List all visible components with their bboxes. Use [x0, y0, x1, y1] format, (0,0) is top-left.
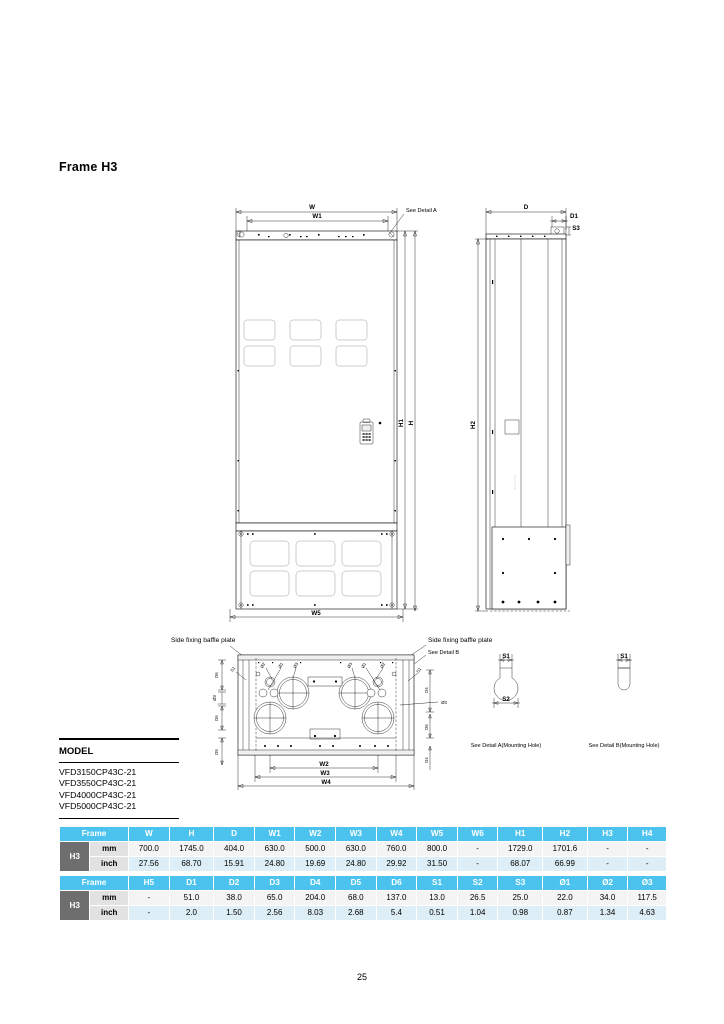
dim-label-d3-right: Ø3	[346, 661, 354, 669]
cell-d6-mm: 137.0	[376, 891, 417, 906]
dim-label-S3-side: S3	[572, 225, 580, 232]
dim-label-d1-top: Ø1	[277, 661, 285, 669]
model-item-2: VFD4000CP43C-21	[59, 789, 137, 800]
detail-a-mounting-hole	[471, 653, 542, 749]
detail-b-mounting-hole	[589, 653, 660, 749]
page-title: Frame H3	[59, 160, 118, 174]
cell-d3-inch: 2.56	[254, 906, 295, 921]
cell-w2-mm: 500.0	[295, 842, 336, 857]
col-header-h2: H2	[543, 827, 588, 842]
cell-dia3-inch: 4.63	[628, 906, 667, 921]
cell-s2-mm: 26.5	[457, 891, 498, 906]
cell-h4-inch: -	[628, 857, 667, 872]
table-row	[60, 857, 667, 872]
spec-tables	[59, 826, 667, 921]
col-header-h4: H4	[628, 827, 667, 842]
note-see-detail-a: See Detail A	[406, 208, 437, 214]
cell-h5-mm: -	[129, 891, 170, 906]
col-header-d5: D5	[336, 876, 377, 891]
col-header-s3: S3	[498, 876, 543, 891]
dim-label-D: D	[523, 204, 529, 211]
col-header-h5: H5	[129, 876, 170, 891]
unit-label-inch-2: inch	[90, 906, 129, 921]
dim-label-S1-detail-a: S1	[502, 653, 510, 660]
cell-s1-inch: 0.51	[417, 906, 458, 921]
model-heading: MODEL	[59, 746, 94, 757]
dim-label-H2: H2	[470, 421, 477, 429]
model-rule-bot	[59, 818, 179, 819]
cell-w5-inch: 31.50	[417, 857, 458, 872]
cell-dia1-mm: 22.0	[543, 891, 588, 906]
note-side-fixing-baffle-plate-right: Side fixing baffle plate	[428, 637, 493, 644]
cell-s3-inch: 0.98	[498, 906, 543, 921]
unit-label-inch: inch	[90, 857, 129, 872]
bottom-view	[171, 637, 493, 790]
cell-h5-inch: -	[129, 906, 170, 921]
dim-label-W5: W5	[311, 610, 321, 617]
cell-d4-inch: 8.03	[295, 906, 336, 921]
unit-label-mm: mm	[90, 842, 129, 857]
cell-w2-inch: 19.69	[295, 857, 336, 872]
cell-d-mm: 404.0	[214, 842, 255, 857]
model-block	[59, 738, 179, 819]
col-header-d: D	[214, 827, 255, 842]
table-row	[60, 906, 667, 921]
dim-label-d3-left-dim: Ø3	[212, 695, 217, 701]
cell-h-inch: 68.70	[169, 857, 214, 872]
front-view	[230, 204, 437, 622]
col-header-w4: W4	[376, 827, 417, 842]
col-header-frame-2: Frame	[60, 876, 129, 891]
col-header-dia2: Ø2	[587, 876, 628, 891]
cell-h3-mm: -	[587, 842, 628, 857]
dim-label-d3-left: Ø3	[292, 661, 300, 669]
dim-label-W2: W2	[319, 761, 329, 768]
dim-label-S1-detail-b: S1	[620, 653, 628, 660]
dim-label-H1: H1	[398, 419, 405, 427]
dim-label-d3-right-dim: Ø3	[441, 700, 447, 705]
cell-w4-mm: 760.0	[376, 842, 417, 857]
dim-label-d1-right: Ø1	[360, 661, 368, 669]
cell-w-inch: 27.56	[129, 857, 170, 872]
table-header-row	[60, 827, 667, 842]
cell-dia3-mm: 117.5	[628, 891, 667, 906]
dim-label-D6-c: D6	[424, 724, 429, 730]
model-item-3: VFD5000CP43C-21	[59, 801, 137, 812]
dim-label-D4-a: D4	[424, 687, 429, 693]
cell-d2-mm: 38.0	[214, 891, 255, 906]
note-see-detail-b: See Detail B	[428, 650, 460, 656]
left-vertical-dims	[212, 660, 226, 765]
page-number: 25	[356, 972, 367, 982]
caption-detail-a: See Detail A(Mounting Hole)	[470, 743, 542, 749]
cell-h2-inch: 66.99	[543, 857, 588, 872]
col-header-w: W	[129, 827, 170, 842]
cell-h3-inch: -	[587, 857, 628, 872]
col-header-d4: D4	[295, 876, 336, 891]
table-row	[60, 891, 667, 906]
bottom-horizontal-dims	[238, 755, 414, 790]
cell-d2-inch: 1.50	[214, 906, 255, 921]
cell-h1-inch: 68.07	[498, 857, 543, 872]
model-rule-top	[59, 738, 179, 740]
cell-dia2-inch: 1.34	[587, 906, 628, 921]
dim-label-S1-right: S1	[415, 666, 423, 674]
cell-s3-mm: 25.0	[498, 891, 543, 906]
cell-w1-mm: 630.0	[254, 842, 295, 857]
cell-d5-inch: 2.68	[336, 906, 377, 921]
cell-dia1-inch: 0.87	[543, 906, 588, 921]
col-header-h3: H3	[587, 827, 628, 842]
cell-d3-mm: 65.0	[254, 891, 295, 906]
table-header-row	[60, 876, 667, 891]
dim-label-D4-b: D4	[424, 757, 429, 763]
model-item-1: VFD3550CP43C-21	[59, 778, 137, 789]
col-header-w5: W5	[417, 827, 458, 842]
col-header-dia3: Ø3	[628, 876, 667, 891]
col-header-w6: W6	[457, 827, 498, 842]
col-header-w3: W3	[336, 827, 377, 842]
cell-w-mm: 700.0	[129, 842, 170, 857]
cell-s1-mm: 13.0	[417, 891, 458, 906]
cell-w6-inch: -	[457, 857, 498, 872]
dim-label-S2-detail-a: S2	[502, 696, 510, 703]
cell-h2-mm: 1701.6	[543, 842, 588, 857]
note-side-fixing-baffle-plate-left: Side fixing baffle plate	[171, 637, 236, 644]
cell-w5-mm: 800.0	[417, 842, 458, 857]
dim-label-d2-top: Ø2	[259, 661, 267, 669]
technical-drawing-area	[0, 190, 724, 790]
unit-label-mm-2: mm	[90, 891, 129, 906]
cell-w3-mm: 630.0	[336, 842, 377, 857]
cell-d1-mm: 51.0	[169, 891, 214, 906]
dim-label-d2-right: Ø2	[379, 661, 387, 669]
col-header-w1: W1	[254, 827, 295, 842]
cell-d4-mm: 204.0	[295, 891, 336, 906]
cell-d-inch: 15.91	[214, 857, 255, 872]
dim-label-D6-a: D6	[214, 672, 219, 678]
dim-label-H: H	[408, 420, 415, 426]
dim-label-S1-left: S1	[229, 665, 237, 673]
dim-label-W1: W1	[312, 213, 322, 220]
cell-h-mm: 1745.0	[169, 842, 214, 857]
col-header-s2: S2	[457, 876, 498, 891]
dim-label-W: W	[309, 204, 315, 211]
frame-label-2: H3	[60, 891, 90, 921]
cell-w4-inch: 29.92	[376, 857, 417, 872]
cell-dia2-mm: 34.0	[587, 891, 628, 906]
cell-h1-mm: 1729.0	[498, 842, 543, 857]
table-secondary	[59, 875, 667, 921]
cell-d6-inch: 5.4	[376, 906, 417, 921]
cell-s2-inch: 1.04	[457, 906, 498, 921]
col-header-h1: H1	[498, 827, 543, 842]
col-header-s1: S1	[417, 876, 458, 891]
model-rule-mid	[59, 762, 179, 763]
cell-w1-inch: 24.80	[254, 857, 295, 872]
dim-label-W3: W3	[320, 770, 330, 777]
cell-d1-inch: 2.0	[169, 906, 214, 921]
col-header-dia1: Ø1	[543, 876, 588, 891]
dim-label-D1: D1	[570, 213, 578, 220]
model-item-0: VFD3150CP43C-21	[59, 767, 137, 777]
frame-label: H3	[60, 842, 90, 872]
col-header-d6: D6	[376, 876, 417, 891]
side-view	[470, 204, 580, 611]
col-header-h: H	[169, 827, 214, 842]
caption-detail-b: See Detail B(Mounting Hole)	[588, 743, 660, 749]
cell-w3-inch: 24.80	[336, 857, 377, 872]
cell-w6-mm: -	[457, 842, 498, 857]
col-header-d1: D1	[169, 876, 214, 891]
col-header-frame: Frame	[60, 827, 129, 842]
dim-label-D6-b: D6	[214, 715, 219, 721]
dim-label-W4: W4	[321, 779, 331, 786]
dim-label-D5: D5	[214, 749, 219, 755]
table-main	[59, 826, 667, 872]
table-row	[60, 842, 667, 857]
col-header-w2: W2	[295, 827, 336, 842]
cell-d5-mm: 68.0	[336, 891, 377, 906]
col-header-d2: D2	[214, 876, 255, 891]
cell-h4-mm: -	[628, 842, 667, 857]
col-header-d3: D3	[254, 876, 295, 891]
